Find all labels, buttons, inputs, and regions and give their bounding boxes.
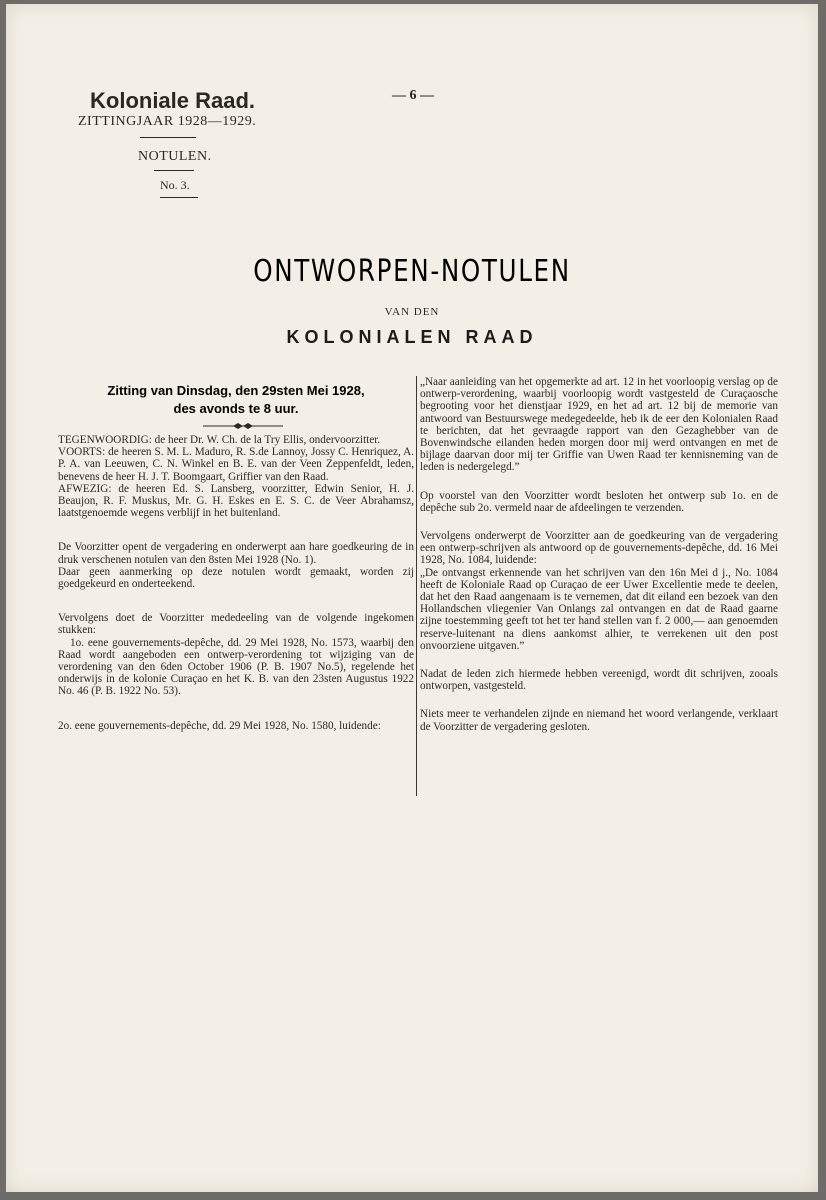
- right-column: [420, 376, 778, 743]
- paragraph-present: TEGENWOORDIG: de heer Dr. W. Ch. de la Try Ellis, ondervoorzitter.: [58, 434, 381, 446]
- paragraph-agreement: Nadat de leden zich hiermede hebben vereenigd, wordt dit schrijven, zooals ontworpen, vastgesteld.: [420, 668, 778, 693]
- header-rule: [154, 170, 194, 171]
- paragraph-approval: Daar geen aanmerking op deze notulen wordt gemaakt, worden zij goedgekeurd en onderteekend.: [58, 565, 414, 591]
- paragraph-also-present: VOORTS: de heeren S. M. L. Maduro, R. S.de Lannoy, Jossy C. Henriquez, A. P. A. van Leeuwen, C. N. Winkel en B. E. van der Veen Zeppenfeldt, leden, benevens de heer H. J. T. Boomgaart, Griffier van den Raad.: [58, 446, 414, 483]
- document-page: [6, 4, 818, 1192]
- council-title: KOLONIALEN RAAD: [286, 327, 538, 347]
- paragraph-quote-2: „De ontvangst erkennende van het schrijven van den 16n Mei d j., No. 1084 heeft de Koloniale Raad op Curaçao de eer Uwer Excellentie mede te deelen, dat het den Raad aangenaam is te vernemen, dat dit eiland een bezoek van den Hollandschen vliegenier Van Onlangs zal ontvangen en dat de Raad gaarne zijne toestemming geeft tot het ter hand stellen van f. 2 000,— aan genoemden reserve-luitenant na diens aankomst alhier, te verrekenen uit den post onvoorziene uitgaven.”: [420, 566, 778, 652]
- page-title: ONTWORPEN-NOTULEN: [253, 254, 571, 289]
- paragraph-announcement: Vervolgens doet de Voorzitter mededeeling van de volgende ingekomen stukken:: [58, 612, 414, 637]
- paragraph-closing: Niets meer te verhandelen zijnde en niemand het woord verlangende, verklaart de Voorzitter de vergadering gesloten.: [420, 708, 778, 733]
- paragraph-opening: De Voorzitter opent de vergadering en onderwerpt aan hare goedkeuring de in druk verschenen notulen van den 8sten Mei 1928 (No. 1).: [58, 541, 414, 566]
- paragraph-draft-letter: Vervolgens onderwerpt de Voorzitter aan de goedkeuring van de vergadering een ontwerp-schrijven als antwoord op de gouvernements-depêche, dd. 16 Mei 1928, No. 1084, luidende:: [420, 530, 778, 567]
- document-number: No. 3.: [160, 178, 190, 192]
- council-name: Koloniale Raad.: [90, 88, 256, 113]
- notulen-label: NOTULEN.: [138, 149, 212, 164]
- paragraph-quote-1: „Naar aanleiding van het opgemerkte ad art. 12 in het voorloopig verslag op de ontwerp-verordening, waarbij voorloopig wordt vastgesteld de Curaçaosche begrooting voor het dienstjaar 1929, en het ad art. 12 bij de memorie van antwoord van Bestuurswege medegedeelde, heb ik de eer den Kolonialen Raad te berichten, dat het gevraagde rapport van den Gezaghebber van de Bovenwindsche eilanden heden morgen door mij werd ontvangen en met de bijlage daarvan door mij ter Griffie van Uwen Raad ter kennisneming van de leden is nedergelegd.”: [420, 376, 778, 474]
- paragraph-item-2: 2o. eene gouvernements-depêche, dd. 29 Mei 1928, No. 1580, luidende:: [58, 719, 381, 732]
- paragraph-item-1: 1o. eene gouvernements-depêche, dd. 29 Mei 1928, No. 1573, waarbij den Raad wordt aangeboden een ontwerp-verordening tot wijziging van de verordening van den 6den October 1906 (P. B. 1907 No.5), regelende het onderwijs in de kolonie Curaçao en het K. B. van den 23sten Augustus 1922 No. 46 (P. B. 1922 No. 53).: [58, 636, 414, 698]
- sitting-heading: [58, 382, 414, 418]
- paragraph-proposal: Op voorstel van den Voorzitter wordt besloten het ontwerp sub 1o. en de depêche sub 2o. vermeld naar de afdeelingen te verzenden.: [420, 489, 778, 514]
- title-connector: VAN DEN: [384, 306, 440, 318]
- header-rule: [160, 197, 198, 198]
- ornament-divider-icon: [203, 421, 283, 431]
- header-rule: [140, 137, 196, 138]
- sitting-date: Zitting van Dinsdag, den 29sten Mei 1928,: [107, 383, 365, 398]
- session-year: ZITTINGJAAR 1928—1929.: [78, 114, 257, 129]
- left-column: [58, 434, 414, 742]
- paragraph-absent: AFWEZIG: de heeren Ed. S. Lansberg, voorzitter, Edwin Senior, H. J. Beaujon, R. F. Muskus, Mr. G. H. Eskes en E. S. C. de Veer Abrahamsz, laatstgenoemde wegens verblijf in het buitenland.: [58, 482, 414, 520]
- sitting-time: des avonds te 8 uur.: [173, 401, 299, 416]
- column-divider: [416, 376, 417, 796]
- page-number: — 6 —: [392, 88, 434, 103]
